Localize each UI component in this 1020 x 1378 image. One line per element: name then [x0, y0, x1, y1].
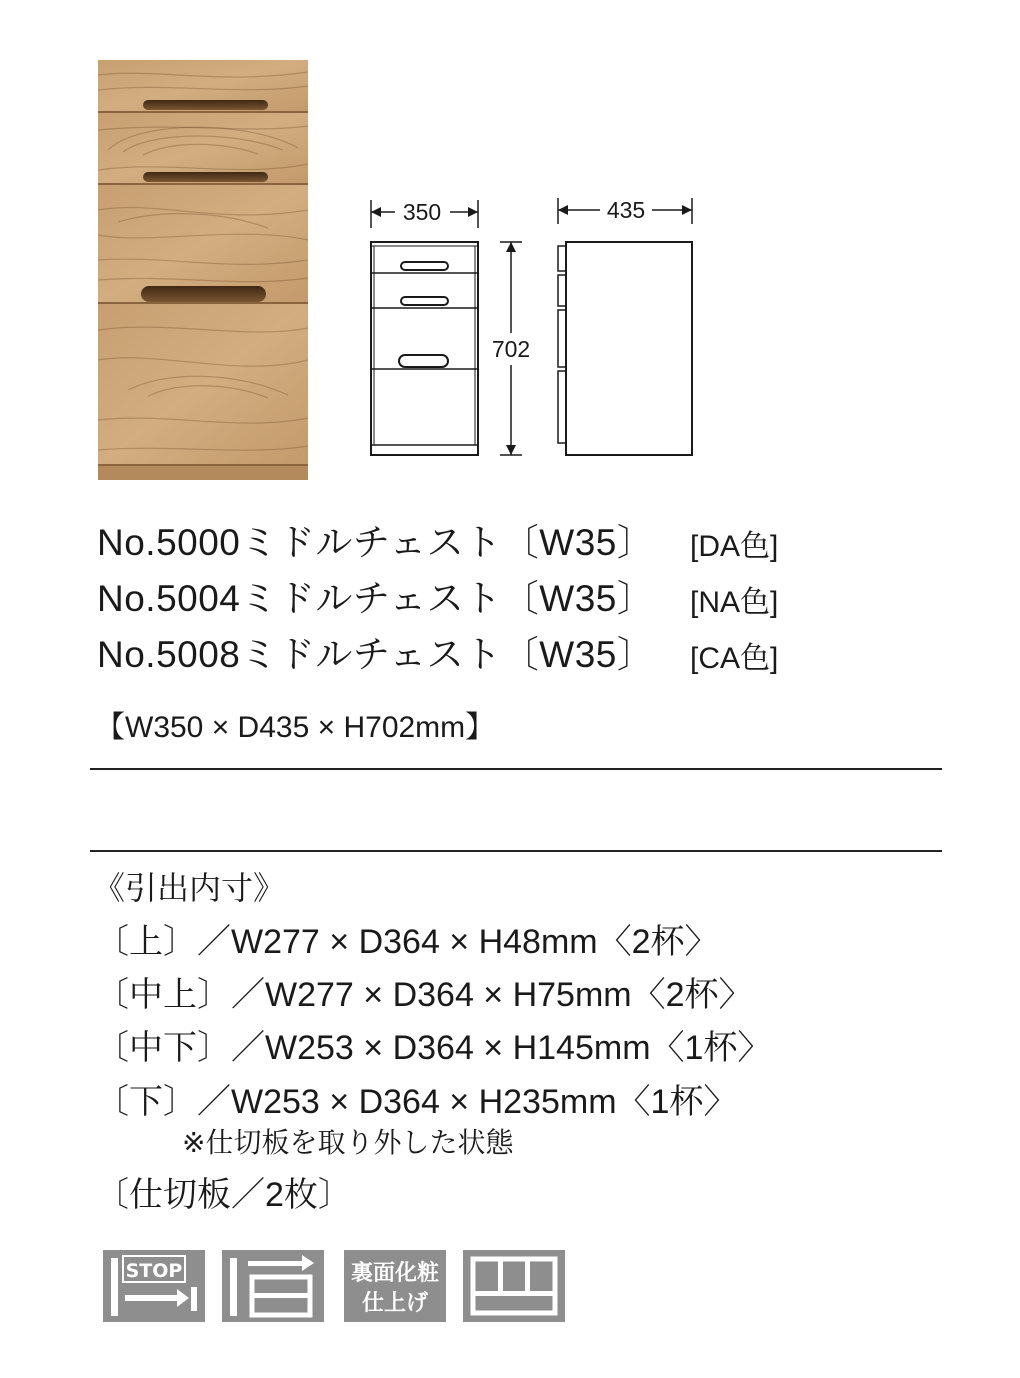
inner-dimension-row: 〔下〕／W253 × D364 × H235mm〈1杯〉 [95, 1083, 738, 1121]
inner-dimension-row: 〔中下〕／W253 × D364 × H145mm〈1杯〉 [95, 1029, 772, 1067]
back-finish-label-line2: 仕上げ [361, 1291, 429, 1316]
partition-icon [463, 1250, 565, 1322]
icon-partition-horizontal [473, 1291, 555, 1296]
icon-partition-vertical [525, 1259, 530, 1294]
product-color: [NA色] [690, 586, 779, 619]
inner-dimensions-note: ※仕切板を取り外した状態 [182, 1127, 514, 1158]
product-row [0, 631, 1020, 679]
product-photo [98, 60, 308, 480]
depth-label: 435 [606, 197, 646, 223]
product-name: No.5008ミドルチェスト〔W35〕 [97, 634, 655, 675]
drawer-seam [98, 111, 308, 113]
icon-arrow-shaft [125, 1295, 179, 1301]
side-view-outline [566, 242, 692, 455]
back-finish-label-line1: 裏面化粧 [350, 1261, 440, 1286]
depth-arrowhead-left [558, 205, 568, 215]
inner-dimension-row: 〔上〕／W277 × D364 × H48mm〈2杯〉 [95, 923, 719, 961]
front-view-handle-top [401, 262, 448, 270]
depth-arrowhead-right [682, 205, 692, 215]
drawer-front-bottom [98, 304, 308, 466]
width-arrowhead-right [468, 207, 478, 217]
height-label: 702 [491, 336, 531, 362]
icon-arrow-shaft [248, 1261, 302, 1266]
front-view-outline [371, 242, 478, 455]
product-name: No.5004ミドルチェスト〔W35〕 [97, 578, 655, 619]
icon-drawer-middle [252, 1293, 310, 1298]
drawer-seam [98, 183, 308, 185]
side-view-drawer-front [558, 246, 566, 271]
height-arrowhead-bottom [506, 445, 516, 455]
side-view-drawer-front [558, 275, 566, 306]
handle-slot-lower-middle [141, 286, 266, 302]
front-view-handle-upper-middle [401, 297, 448, 305]
divider [90, 768, 942, 770]
dimension-drawings [360, 190, 700, 470]
drawer-rail-icon [222, 1250, 324, 1322]
overall-size: 【W350 × D435 × H702mm】 [95, 711, 496, 744]
product-name: No.5000ミドルチェスト〔W35〕 [97, 522, 655, 563]
width-arrowhead-left [371, 207, 381, 217]
handle-slot-top [143, 100, 268, 110]
drawer-front-lower-middle [98, 185, 308, 302]
icon-stop-bar [191, 1287, 197, 1311]
stop-icon [103, 1250, 205, 1322]
side-view-drawer-front [558, 371, 566, 443]
side-view-drawer-front [558, 310, 566, 367]
front-view-handle-lower-middle [399, 355, 448, 367]
height-arrowhead-top [506, 242, 516, 252]
product-row [0, 575, 1020, 623]
inner-dimensions-heading: 《引出内寸》 [93, 870, 286, 906]
drawer-seam [98, 464, 308, 466]
product-color: [CA色] [690, 642, 779, 675]
product-row [0, 519, 1020, 567]
partition-info: 〔仕切板／2枚〕 [95, 1176, 352, 1214]
plinth [98, 466, 308, 480]
product-color: [DA色] [690, 530, 779, 563]
icon-bar [111, 1258, 118, 1316]
divider [90, 850, 942, 852]
inner-dimension-row: 〔中上〕／W277 × D364 × H75mm〈2杯〉 [95, 976, 753, 1014]
width-label: 350 [402, 199, 442, 225]
stop-label: STOP [125, 1260, 183, 1282]
icon-partition-vertical [498, 1259, 503, 1294]
icon-bar [230, 1258, 237, 1316]
drawer-seam [98, 302, 308, 304]
handle-slot-upper-middle [143, 172, 268, 182]
back-finish-icon [344, 1250, 446, 1322]
